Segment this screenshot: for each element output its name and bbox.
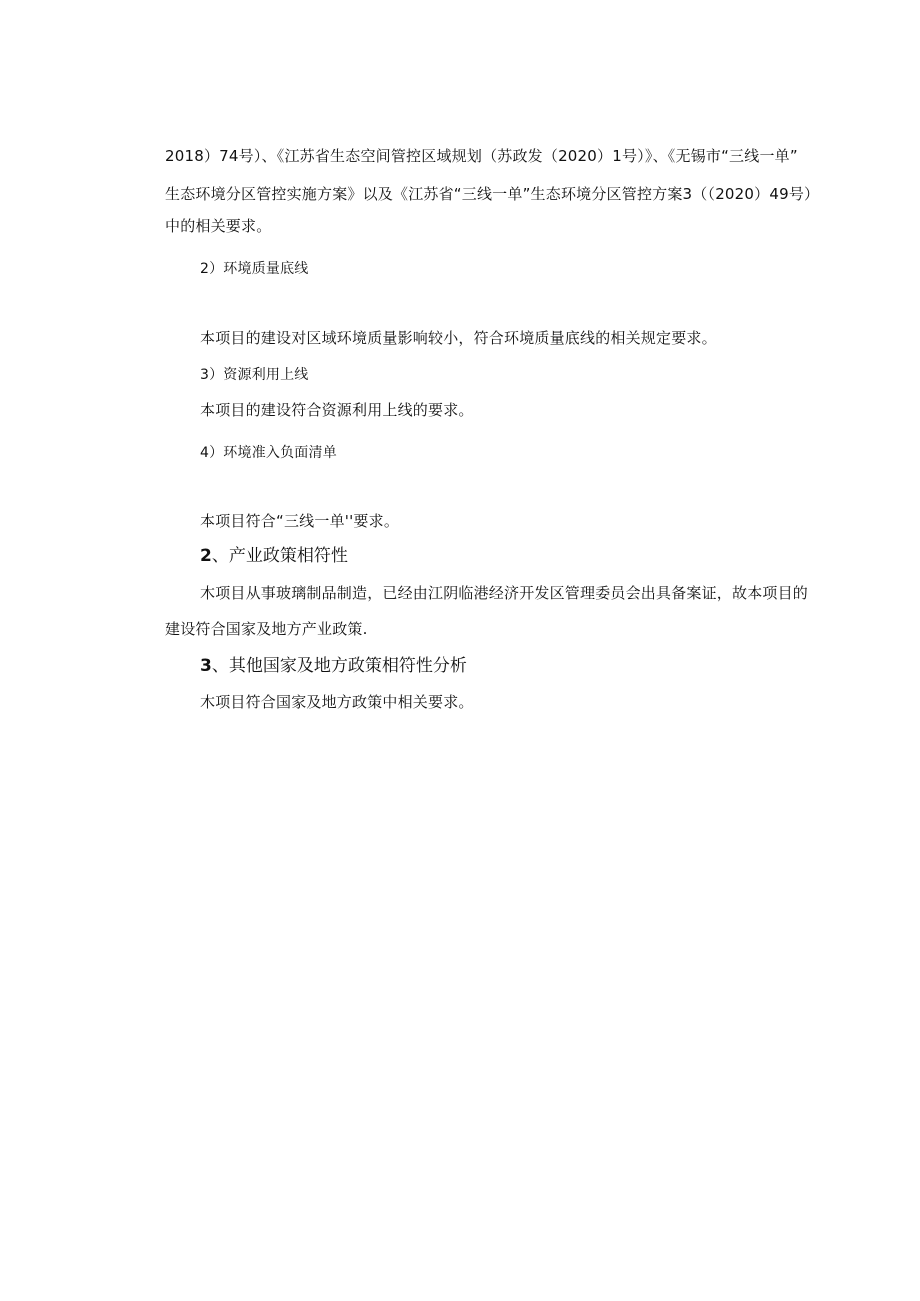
paragraph1-line2: 生态环境分区管控实施方案》以及《江苏省“三线一单”生态环境分区管控方案3（（2020）49号） [165, 185, 820, 203]
item3-text: 本项目的建设符合资源利用上线的要求。 [200, 401, 474, 419]
item2-title: 2）环境质量底线 [200, 261, 309, 277]
item3-title: 3）资源利用上线 [200, 367, 309, 383]
section2-line2: 建设符合国家及地方产业政策. [165, 620, 368, 638]
section3-title: 、其他国家及地方政策相符性分析 [211, 656, 467, 676]
item4-text: 本项目符合“三线一单''要求。 [200, 512, 400, 530]
item4-title: 4）环境准入负面清单 [200, 445, 337, 461]
section2-heading [200, 545, 348, 567]
section2-line1: 木项目从事玻璃制品制造，已经由江阴临港经济开发区管理委员会出具备案证，故本项目的 [200, 584, 809, 602]
paragraph1-line1: 2018）74号）、《江苏省生态空间管控区域规划（苏政发（2020）1号）》、《无锡市“三线一单” [165, 147, 798, 165]
section2-number: 2 [200, 546, 212, 566]
section3-number: 3 [200, 656, 212, 676]
item2-text: 本项目的建设对区域环境质量影响较小，符合环境质量底线的相关规定要求。 [200, 329, 717, 347]
paragraph1-line3: 中的相关要求。 [165, 217, 272, 235]
section2-title: 、产业政策相符性 [211, 546, 348, 566]
section3-line1: 木项目符合国家及地方政策中相关要求。 [200, 693, 474, 711]
section3-heading [200, 655, 467, 677]
